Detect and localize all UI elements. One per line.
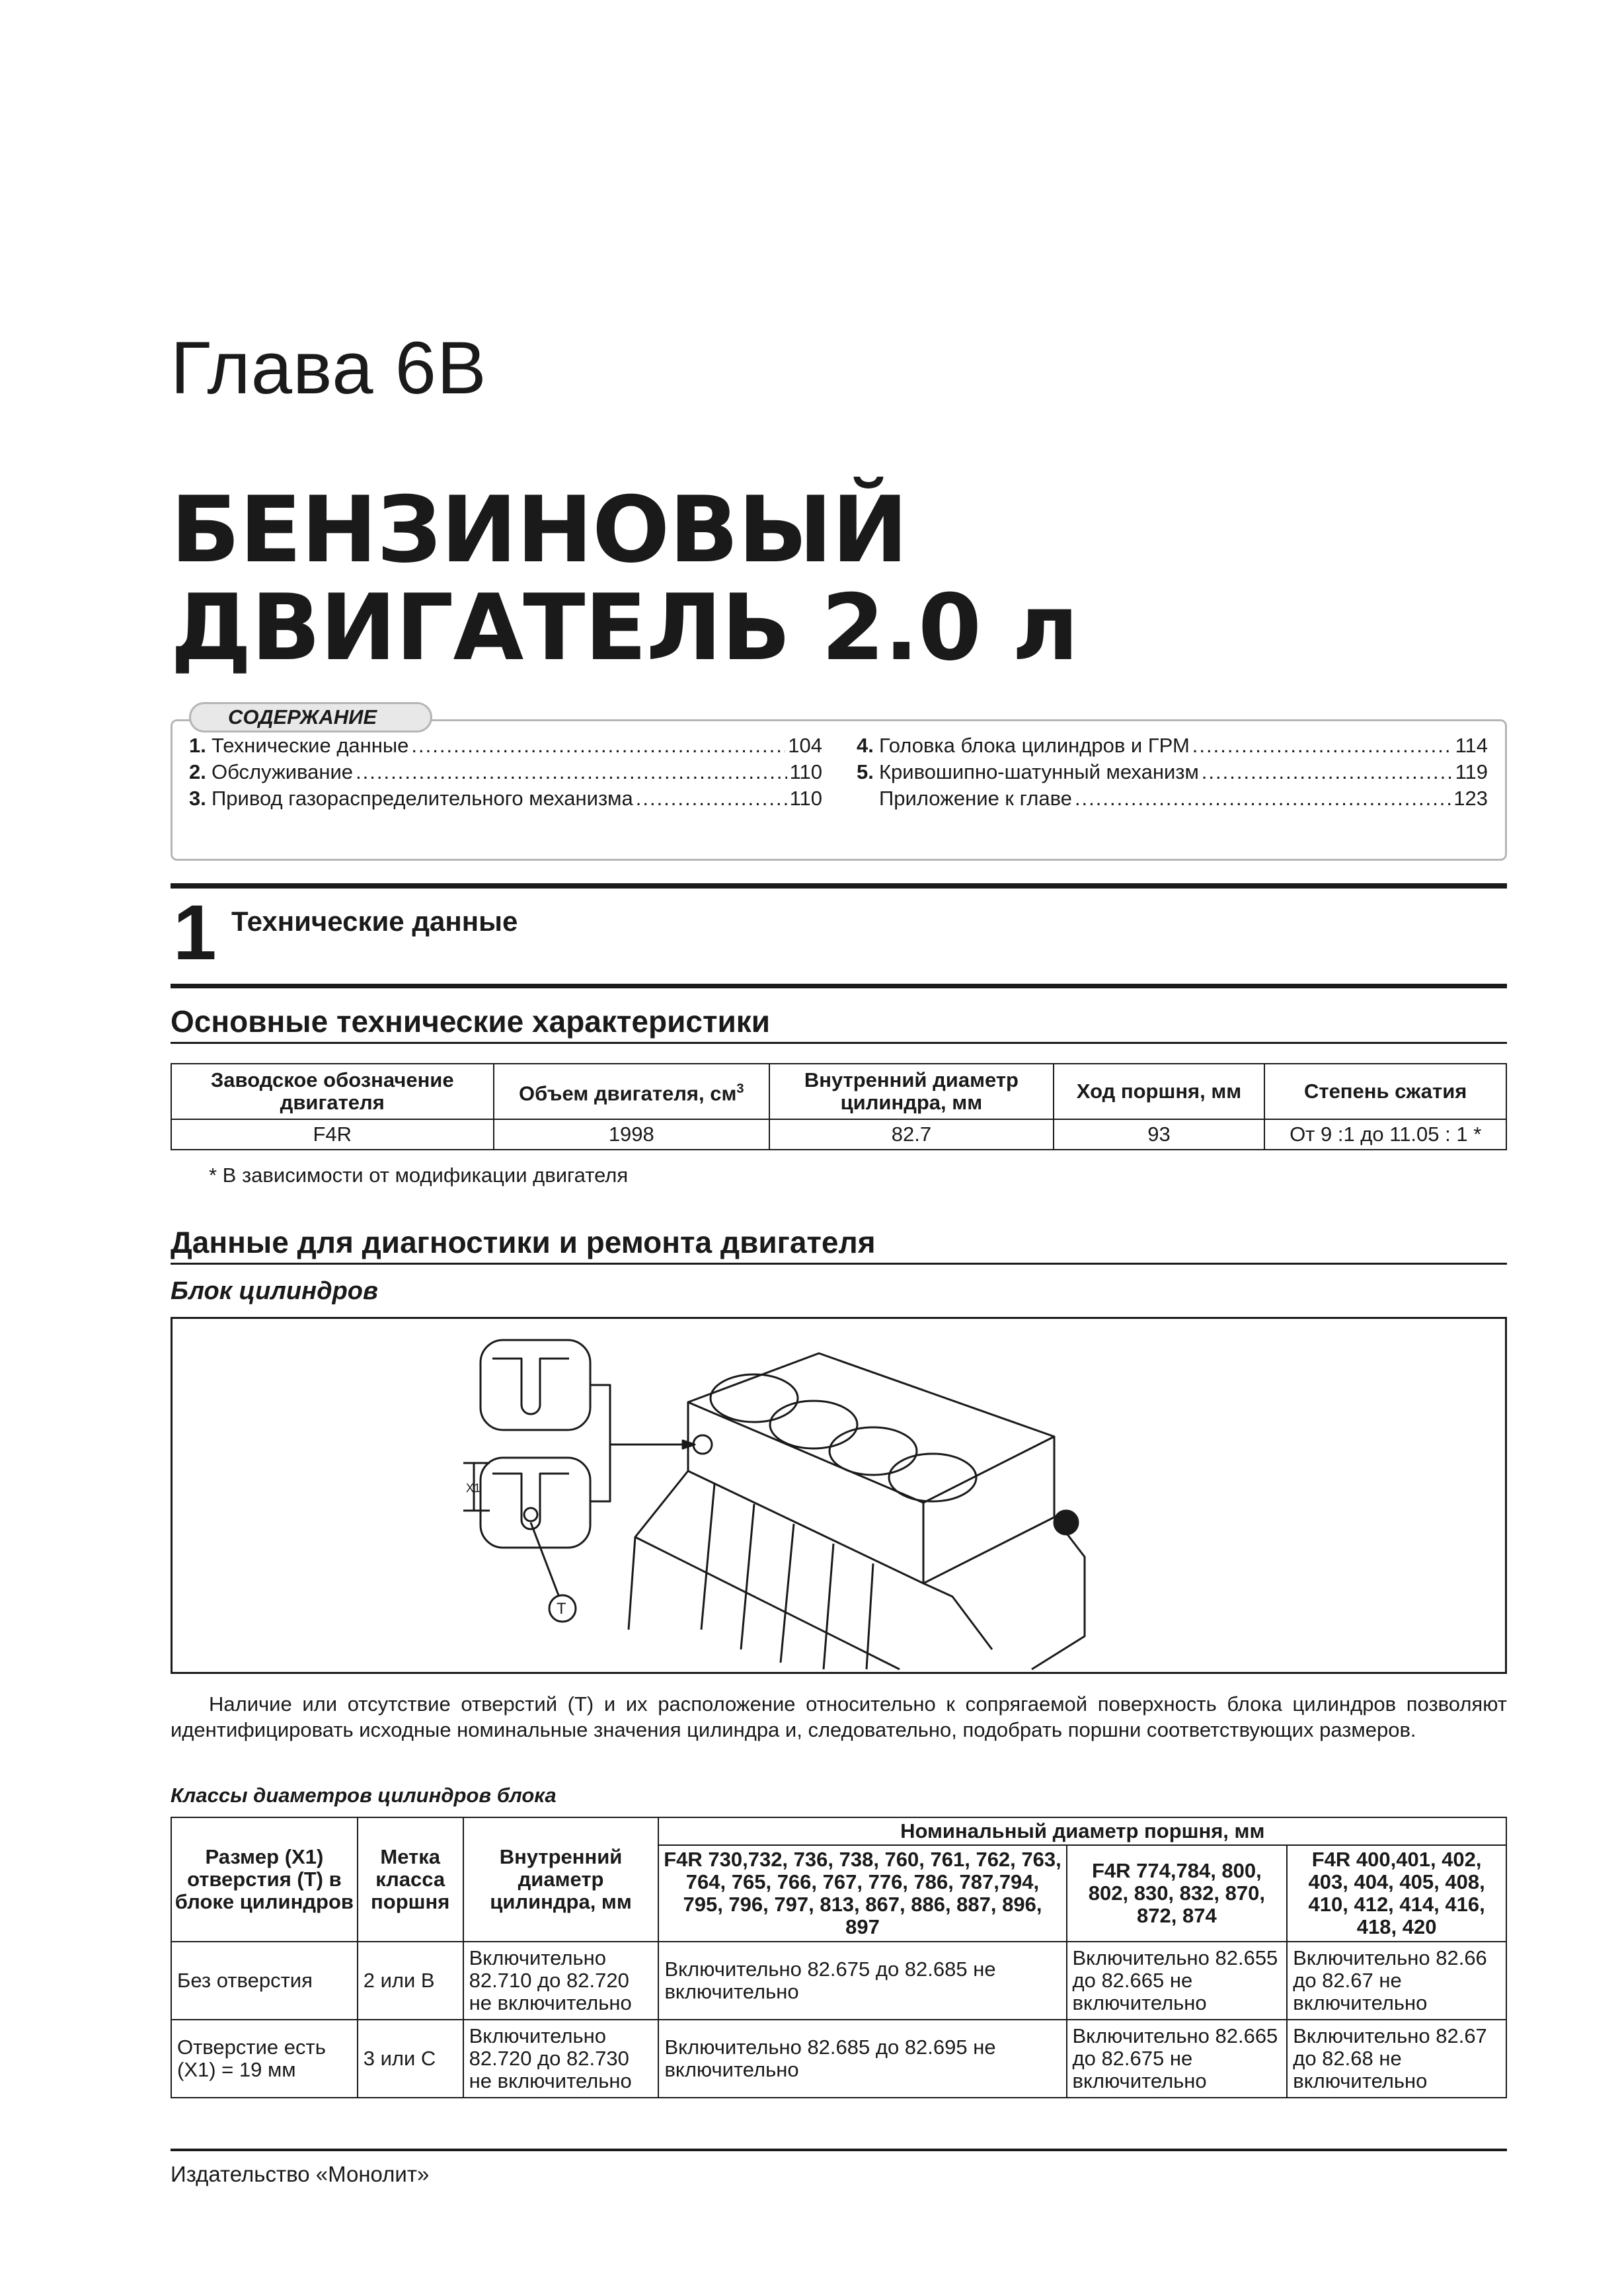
header-engine-code: Заводское обозначение двигателя — [171, 1064, 494, 1119]
table-header-row — [171, 1064, 1506, 1119]
toc-leader — [1192, 734, 1453, 758]
cell-group-2: Включительно 82.655 до 82.665 не включительно — [1067, 1942, 1288, 2020]
chapter-title-line2: ДВИГАТЕЛЬ 2.0 л — [171, 574, 1079, 681]
toc-item-page: 119 — [1455, 760, 1488, 783]
section-title: Технические данные — [231, 906, 518, 937]
toc-item[interactable] — [189, 734, 822, 760]
table-row — [171, 1119, 1506, 1150]
figure-description: Наличие или отсутствие отверстий (T) и их расположение относительно к сопрягаемой поверхность блока цилиндров позволяют идентифицировать исходные номинальные значения цилиндра и, следовательно, подобрать поршни соответствующих размеров. — [171, 1692, 1507, 1741]
cell-group-2: Включительно 82.665 до 82.675 не включительно — [1067, 2020, 1288, 2098]
specs-title: Основные технические характеристики — [171, 1004, 771, 1039]
toc-leader — [1202, 760, 1453, 784]
toc-item-text: Приложение к главе — [879, 787, 1072, 810]
table-caption: Классы диаметров цилиндров блока — [171, 1784, 557, 1807]
header-piston-mark: Метка класса поршня — [358, 1817, 463, 1942]
cell-group-3: Включительно 82.66 до 82.67 не включительно — [1287, 1942, 1506, 2020]
publisher: Издательство «Монолит» — [171, 2162, 430, 2186]
block-ribs — [701, 1484, 873, 1669]
cell-bore: 82.7 — [769, 1119, 1054, 1150]
header-engine-group-3: F4R 400,401, 402, 403, 404, 405, 408, 410, 412, 414, 416, 418, 420 — [1287, 1845, 1506, 1942]
x1-label: X1 — [466, 1482, 481, 1495]
specs-table — [171, 1063, 1507, 1150]
toc-item-text: Привод газораспределительного механизма — [212, 787, 633, 810]
inset-top-frame — [481, 1340, 590, 1430]
inset-hole — [524, 1508, 537, 1521]
cell-engine-code: F4R — [171, 1119, 494, 1150]
header-volume — [494, 1064, 770, 1119]
header-volume-text: Объем двигателя, см — [519, 1082, 737, 1105]
cell-group-1: Включительно 82.675 до 82.685 не включительно — [658, 1942, 1066, 2020]
toc-item-page: 123 — [1453, 787, 1488, 810]
toc-item-text: Головка блока цилиндров и ГРМ — [879, 734, 1190, 757]
header-engine-group-1: F4R 730,732, 736, 738, 760, 761, 762, 763, 764, 765, 766, 767, 776, 786, 787,794, 795, 796, 797, 813, 867, 886, 887, 896, 897 — [658, 1845, 1066, 1942]
cell-inner-diameter: Включительно 82.720 до 82.730 не включительно — [463, 2020, 659, 2098]
toc-item-text: Технические данные — [212, 734, 409, 757]
header-nominal-diameter: Номинальный диаметр поршня, мм — [658, 1817, 1506, 1845]
cell-piston-mark: 2 или В — [358, 1942, 463, 2020]
diagnostics-title: Данные для диагностики и ремонта двигателя — [171, 1225, 876, 1259]
cell-stroke: 93 — [1054, 1119, 1265, 1150]
header-inner-diameter: Внутренний диаметр цилиндра, мм — [463, 1817, 659, 1942]
cylinder-bore — [770, 1401, 857, 1448]
cell-volume: 1998 — [494, 1119, 770, 1150]
toc-item-number: 4. — [857, 734, 874, 757]
block-marker-hole — [693, 1435, 712, 1454]
cell-inner-diameter: Включительно 82.710 до 82.720 не включительно — [463, 1942, 659, 2020]
toc-item-number: 2. — [189, 760, 206, 783]
cylinder-block-title: Блок цилиндров — [171, 1277, 378, 1305]
callout-bracket — [590, 1385, 683, 1501]
toc-item-page: 110 — [789, 787, 822, 810]
block-skirt — [629, 1471, 900, 1669]
toc-item-number: 3. — [189, 787, 206, 810]
block-rear — [923, 1517, 1085, 1669]
logo-mark-icon — [1054, 1511, 1078, 1534]
table-row — [171, 2020, 1506, 2098]
toc-item-page: 104 — [788, 734, 822, 757]
toc-item[interactable] — [857, 760, 1488, 787]
header-stroke: Ход поршня, мм — [1054, 1064, 1265, 1119]
toc-item[interactable] — [189, 760, 822, 787]
subsection-underline — [171, 1042, 1507, 1044]
chapter-title — [171, 477, 1079, 681]
t-label: T — [557, 1600, 566, 1618]
toc-item[interactable] — [857, 787, 1488, 813]
toc-item[interactable] — [189, 787, 822, 813]
toc-item-number: 1. — [189, 734, 206, 757]
table-header-row — [171, 1817, 1506, 1845]
header-hole-size: Размер (X1) отверстия (T) в блоке цилиндров — [171, 1817, 358, 1942]
header-bore: Внутренний диаметр цилиндра, мм — [769, 1064, 1054, 1119]
cell-group-3: Включительно 82.67 до 82.68 не включительно — [1287, 2020, 1506, 2098]
cylinder-block-figure — [171, 1317, 1507, 1674]
cylinder-block-illustration — [173, 1319, 1505, 1672]
toc-item[interactable] — [857, 734, 1488, 760]
toc-label: СОДЕРЖАНИЕ — [189, 702, 432, 732]
header-volume-sup: 3 — [736, 1082, 744, 1097]
footer-rule — [171, 2149, 1507, 2151]
chapter-title-line1: БЕНЗИНОВЫЙ — [171, 477, 907, 583]
toc-leader — [1075, 787, 1451, 811]
table-row — [171, 1942, 1506, 2020]
subsection-rule — [171, 984, 1507, 988]
cell-group-1: Включительно 82.685 до 82.695 не включительно — [658, 2020, 1066, 2098]
block-right-face — [923, 1437, 1054, 1583]
t-leader — [531, 1523, 559, 1595]
section-rule — [171, 883, 1507, 889]
section-number: 1 — [173, 889, 217, 976]
cylinder-classes-table — [171, 1817, 1507, 2098]
cell-hole-size: Отверстие есть (X1) = 19 мм — [171, 2020, 358, 2098]
toc-item-text: Обслуживание — [212, 760, 354, 783]
cylinder-bore — [829, 1427, 917, 1475]
cell-piston-mark: 3 или С — [358, 2020, 463, 2098]
chapter-label: Глава 6В — [171, 327, 487, 409]
toc-item-page: 114 — [1455, 734, 1488, 757]
cylinder-bore — [711, 1374, 798, 1422]
toc-left-column — [189, 734, 822, 813]
specs-footnote: * В зависимости от модификации двигателя — [209, 1164, 629, 1187]
toc-item-text: Кривошипно-шатунный механизм — [879, 760, 1199, 783]
diagnostics-underline — [171, 1263, 1507, 1265]
header-engine-group-2: F4R 774,784, 800, 802, 830, 832, 870, 872, 874 — [1067, 1845, 1288, 1942]
toc-leader — [636, 787, 787, 811]
inset-top-slot — [492, 1359, 569, 1414]
toc-leader — [411, 734, 785, 758]
toc-item-page: 110 — [789, 760, 822, 783]
header-compression: Степень сжатия — [1264, 1064, 1506, 1119]
toc-item-number: 5. — [857, 760, 874, 783]
cylinder-bore — [889, 1454, 976, 1501]
toc-right-column — [857, 734, 1488, 813]
cell-compression: От 9 :1 до 11.05 : 1 * — [1264, 1119, 1506, 1150]
toc-leader — [356, 760, 787, 784]
cell-hole-size: Без отверстия — [171, 1942, 358, 2020]
